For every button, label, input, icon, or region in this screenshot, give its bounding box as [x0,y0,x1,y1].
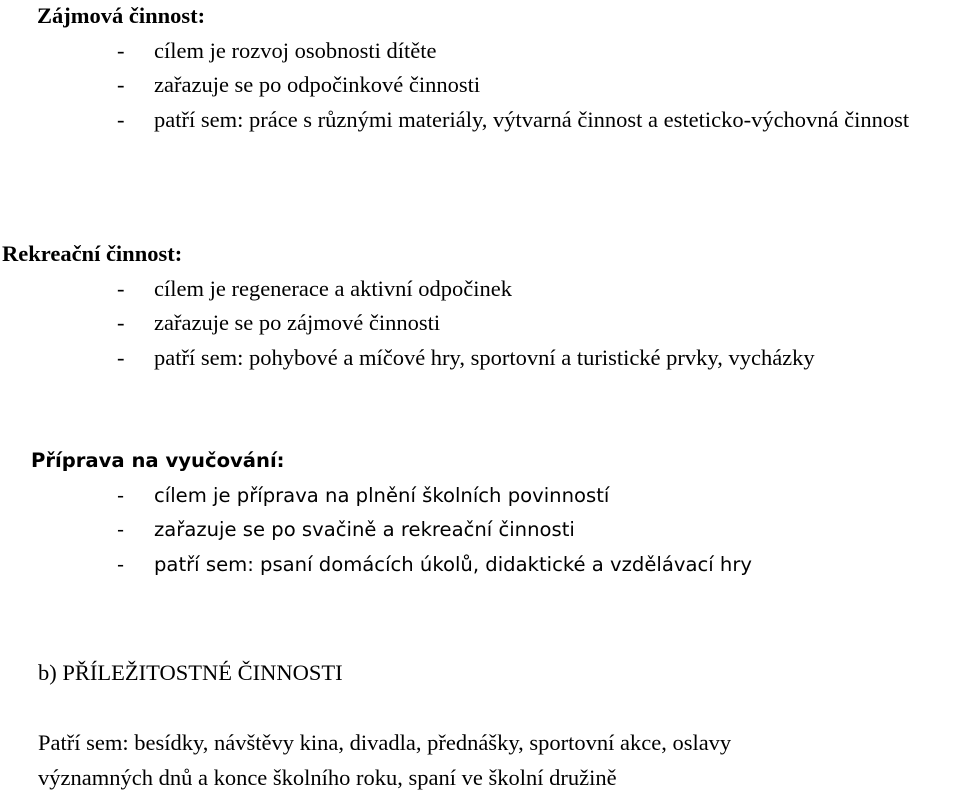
list-item-text: zařazuje se po odpočinkové činnosti [154,72,481,98]
list-item-text: patří sem: práce s různými materiály, výtvarná činnost a esteticko-výchovná činnost [154,106,910,132]
section-heading: b) PŘÍLEŽITOSTNÉ ČINNOSTI [38,660,343,685]
section-rekreacni [0,237,960,375]
list-item [0,341,874,376]
list-item [0,306,960,341]
section-zajmova [0,0,960,137]
section-priprava [0,444,960,582]
list-item [0,513,960,548]
bullet-dash: - [117,344,125,370]
section-heading: Rekreační činnost: [2,241,183,266]
list-item [0,68,960,103]
bullet-dash: - [117,310,125,336]
list-item-text: patří sem: psaní domácích úkolů, didaktické a vzdělávací hry [154,552,752,576]
list-item-text: cílem je regenerace a aktivní odpočinek [154,275,512,301]
list-item [0,272,960,307]
list-item-text: zařazuje se po svačině a rekreační činnosti [154,518,575,542]
occasional-description [0,726,960,795]
list-item-text: cílem je rozvoj osobnosti dítěte [154,37,437,63]
list-item [0,548,960,583]
bullet-dash: - [117,275,125,301]
list-item [0,34,960,69]
list-item-text: zařazuje se po zájmové činnosti [154,310,441,336]
section-heading: Zájmová činnost: [37,3,206,28]
list-item-text: patří sem: pohybové a míčové hry, sportovní a turistické prvky, vycházky [154,344,815,370]
bullet-dash: - [117,106,125,132]
bullet-dash: - [117,518,125,542]
paragraph-line: významných dnů a konce školního roku, spaní ve školní družině [38,764,617,790]
bullet-dash: - [117,552,125,576]
bullet-dash: - [117,72,125,98]
section-heading: Příprava na vyučování: [31,449,285,472]
section-prilezitostne [0,656,960,691]
list-item [0,479,960,514]
bullet-dash: - [117,37,125,63]
list-item-text: cílem je příprava na plnění školních povinností [154,483,610,507]
paragraph-line: Patří sem: besídky, návštěvy kina, divadla, přednášky, sportovní akce, oslavy [38,730,732,755]
bullet-dash: - [117,483,125,507]
list-item [0,103,944,138]
